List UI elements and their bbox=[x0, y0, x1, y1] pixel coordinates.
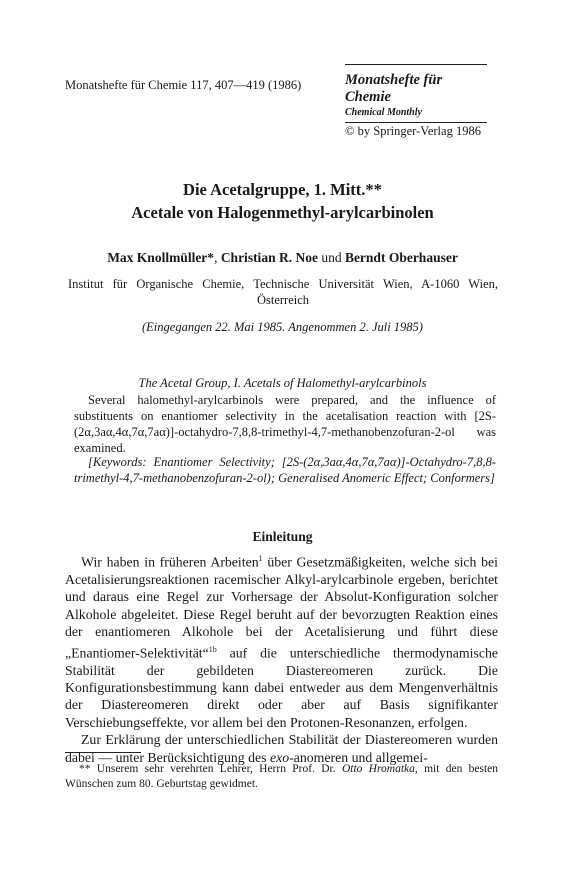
author-3: Berndt Oberhauser bbox=[344, 250, 458, 265]
body-text bbox=[65, 550, 498, 766]
footnote-rule bbox=[65, 752, 141, 753]
affiliation-line1: Institut für Organische Chemie, Technische Universität Wien, A-1060 Wien, bbox=[68, 277, 498, 291]
abstract-text: Several halomethyl-arylcarbinols were prepared, and the influence of substituents on enantiomer selectivity in the acetalisation reaction with [2S-(2α,3aα,4α,7α,7aα)]-octahydro-7,8,8-trimethyl-4,7-methanobenzofuran-2-ol was examined. bbox=[74, 393, 496, 455]
section-heading: Einleitung bbox=[252, 529, 313, 544]
author-separator: und bbox=[317, 250, 345, 265]
journal-citation: Monatshefte für Chemie 117, 407—419 (1986) bbox=[65, 78, 302, 92]
author-list bbox=[0, 250, 565, 266]
paragraph-2: Zur Erklärung der unterschiedlichen Stabilität der Diastereomeren wurden dabei — unter Berücksichtigung des exo-anomeren und allgemei- bbox=[65, 732, 498, 765]
paragraph-1: Wir haben in früheren Arbeiten$^1$ über Gesetzmäßigkeiten, welche sich bei Acetalisierungsreaktionen racemischer Alkyl-arylcarbinole ergeben, berichtet und daraus eine Regel zur Vorhersage der Absolut-Konfiguration solcher Alkohole abgeleitet. Diese Regel beruht auf der bevorzugten Reaktion eines der enantiomeren Alkohole bei der Acetalisierung und führt diese „Enantiomer-Selektivität“$^{1b}$ auf die unterschiedliche thermodynamische Stabilität der gebildeten Diastereomeren zurück. Die Konfigurationsbestimmung kann dabei entweder aus dem Mengenverhältnis der Diastereomeren direkt oder aber auf Basis signifikanter Verschiebungseffekte, vor allem bei den Protonen-Resonanzen, erfolgen. bbox=[65, 554, 498, 730]
affiliation-line2: Österreich bbox=[256, 293, 310, 307]
author-2: Christian R. Noe bbox=[220, 250, 318, 265]
footnote-ref: 1b bbox=[208, 644, 217, 654]
header-rule-bottom bbox=[345, 122, 487, 123]
emphasis: exo bbox=[270, 749, 290, 765]
footnote-name: Otto Hromatka bbox=[341, 763, 415, 775]
copyright-line: © by Springer-Verlag 1986 bbox=[345, 124, 481, 138]
journal-brand bbox=[345, 72, 487, 139]
article-title-line1: Die Acetalgruppe, 1. Mitt.** bbox=[183, 180, 382, 199]
footnote: ** Unserem sehr verehrten Lehrer, Herrn Prof. Dr. Otto Hromatka, mit den besten Wünschen zum 80. Geburtstag gewidmet. bbox=[65, 763, 499, 790]
abstract-title: The Acetal Group, I. Acetals of Halomethyl-arylcarbinols bbox=[138, 376, 427, 390]
footnote-ref: 1 bbox=[258, 554, 263, 563]
article-title-line2: Acetale von Halogenmethyl-arylcarbinolen bbox=[131, 203, 434, 222]
journal-subtitle: Chemical Monthly bbox=[345, 107, 422, 118]
received-dates: (Eingegangen 22. Mai 1985. Angenommen 2. Juli 1985) bbox=[142, 320, 423, 334]
keywords: [Keywords: Enantiomer Selectivity; [2S-(2α,3aα,4α,7α,7aα)]-Octahydro-7,8,8-trimethyl-4,7-methanobenzofuran-2-ol); Generalised Anomeric Effect; Conformers] bbox=[74, 455, 496, 485]
author-1: Max Knollmüller* bbox=[107, 250, 215, 265]
author-separator: , bbox=[214, 250, 221, 265]
header-rule-top bbox=[345, 64, 487, 65]
journal-name: Monatshefte für Chemie bbox=[345, 72, 443, 105]
affiliation bbox=[68, 276, 498, 308]
